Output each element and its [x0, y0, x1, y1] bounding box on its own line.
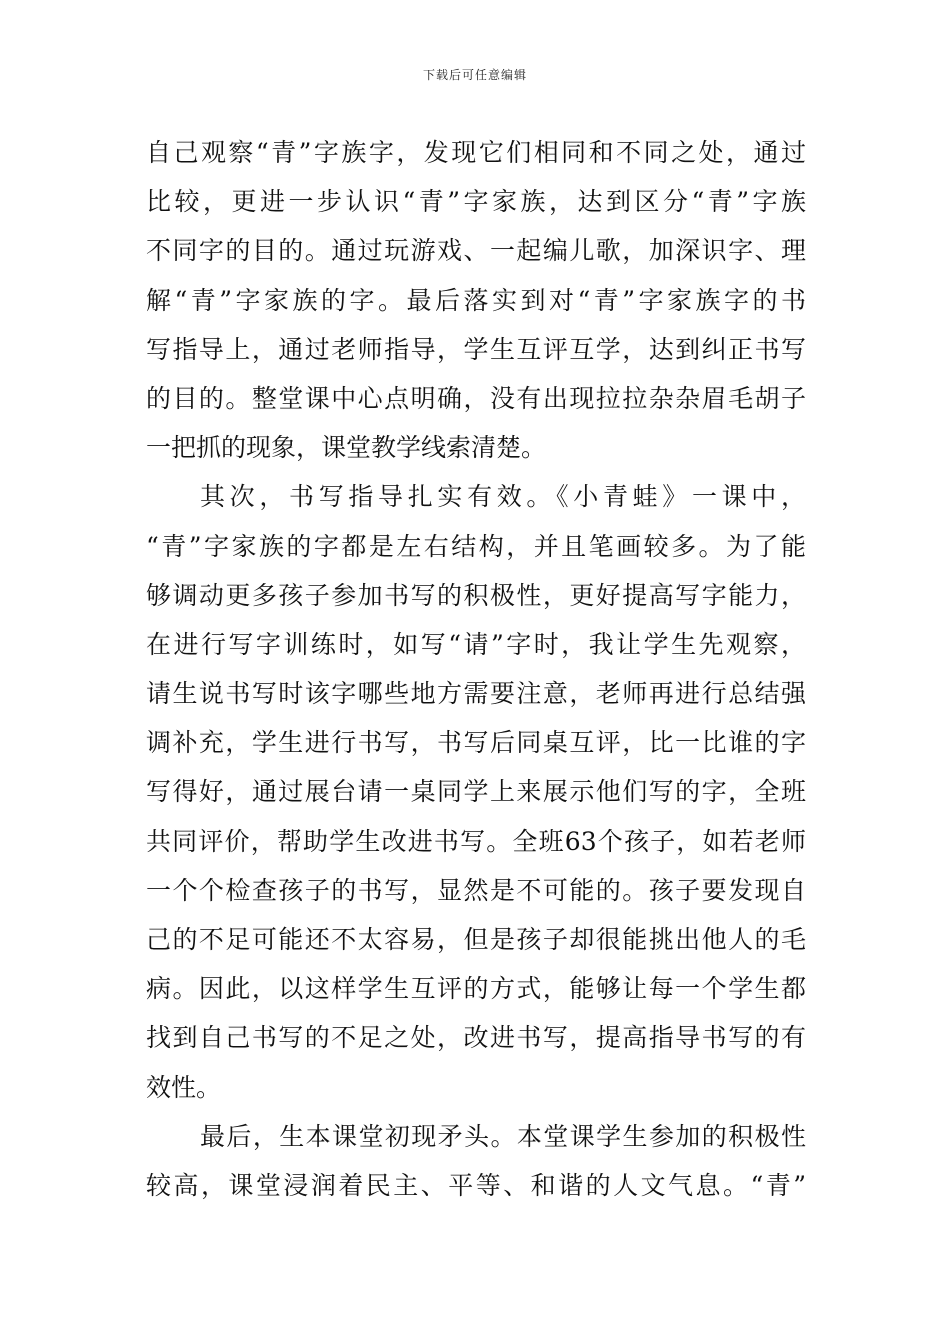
text-line: 共同评价，帮助学生改进书写。全班63个孩子，如若老师	[146, 826, 806, 856]
text-line: “青”字家族的字都是左右结构，并且笔画较多。为了能	[146, 531, 806, 561]
text-line: 其次，书写指导扎实有效。《小青蛙》一课中，	[200, 482, 806, 512]
text-line: 写得好，通过展台请一桌同学上来展示他们写的字，全班	[146, 777, 806, 807]
page-header: 下载后可任意编辑	[422, 68, 527, 82]
text-line: 不同字的目的。通过玩游戏、一起编儿歌，加深识字、理	[146, 236, 806, 266]
text-line: 自己观察“青”字族字，发现它们相同和不同之处，通过	[146, 138, 806, 167]
text-line: 己的不足可能还不太容易，但是孩子却很能挑出他人的毛	[146, 925, 806, 954]
text-line: 最后，生本课堂初现矛头。本堂课学生参加的积极性	[200, 1121, 806, 1151]
paragraph-2	[146, 472, 806, 1111]
text-line: 请生说书写时该字哪些地方需要注意，老师再进行总结强	[146, 679, 806, 709]
text-line: 在进行写字训练时，如写“请”字时，我让学生先观察，	[146, 629, 806, 659]
text-line: 写指导上，通过老师指导，学生互评互学，达到纠正书写	[146, 334, 806, 364]
text-line: 较高，课堂浸润着民主、平等、和谐的人文气息。“青”	[146, 1170, 806, 1200]
paragraph-3	[146, 1112, 806, 1210]
text-line: 够调动更多孩子参加书写的积极性，更好提高写字能力，	[146, 580, 806, 610]
paragraph-1	[146, 128, 806, 472]
text-line: 一把抓的现象，课堂教学线索清楚。	[146, 433, 547, 463]
document-body	[146, 128, 806, 1210]
text-line: 调补充，学生进行书写，书写后同桌互评，比一比谁的字	[146, 728, 806, 758]
text-line: 病。因此，以这样学生互评的方式，能够让每一个学生都	[146, 974, 806, 1004]
text-line: 的目的。整堂课中心点明确，没有出现拉拉杂杂眉毛胡子	[146, 383, 806, 413]
text-line: 找到自己书写的不足之处，改进书写，提高指导书写的有	[146, 1023, 806, 1053]
text-line: 一个个检查孩子的书写，显然是不可能的。孩子要发现自	[146, 875, 806, 905]
text-line: 比较，更进一步认识“青”字家族，达到区分“青”字族	[146, 187, 806, 217]
text-line: 效性。	[146, 1072, 222, 1102]
text-line: 解“青”字家族的字。最后落实到对“青”字家族字的书	[146, 285, 806, 315]
